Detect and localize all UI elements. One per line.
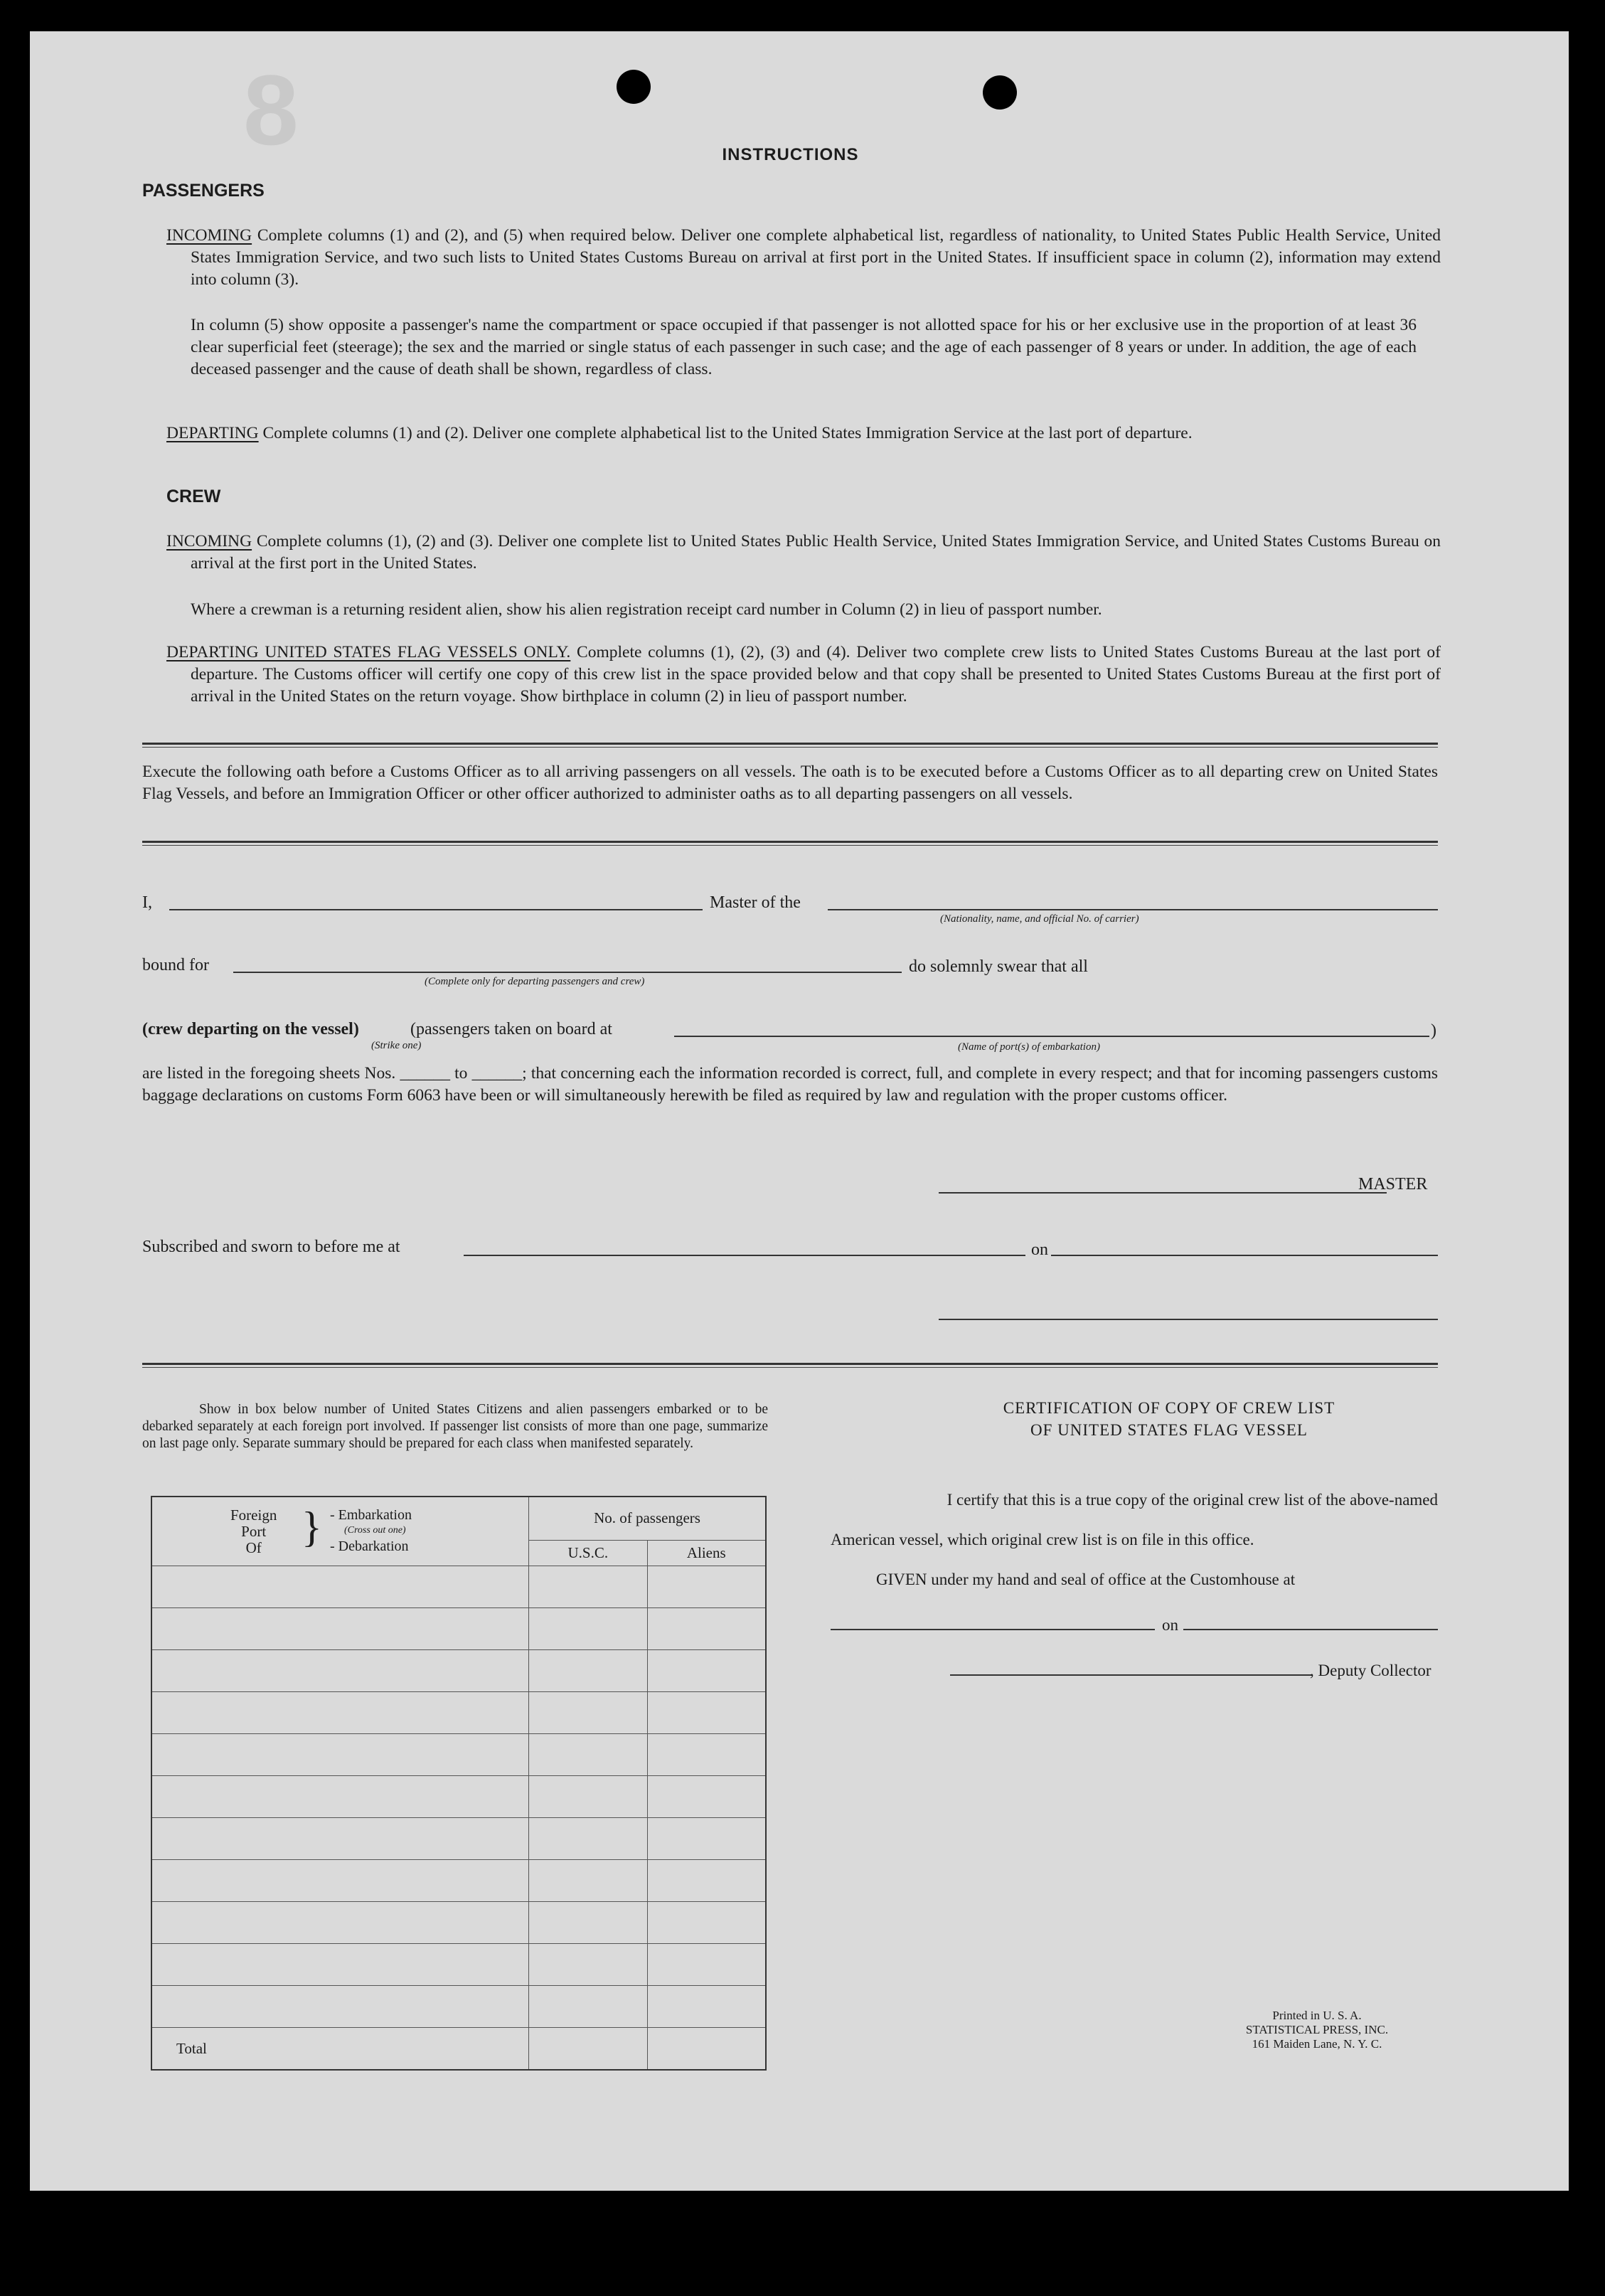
- aliens-cell[interactable]: [647, 1986, 766, 2028]
- passengers-column5-paragraph: In column (5) show opposite a passenger's name the compartment or space occupied if that passenger is not allotted space for his or her exclusive use in the proportion of at least 36 clear superficial feet (steerage); the sex and the married or single status of each passenger in such case; and the age of each passenger of 8 years or under. In addition, the age of each deceased passenger and the cause of death shall be shown, regardless of class.: [191, 316, 1417, 378]
- punch-hole-left: [617, 70, 651, 104]
- officer-signature-field[interactable]: [939, 1319, 1438, 1320]
- double-rule-1: [142, 743, 1438, 748]
- certification-title-line1: CERTIFICATION OF COPY OF CREW LIST: [1003, 1399, 1335, 1417]
- total-row: [151, 2028, 766, 2071]
- passengers-departing-text: Complete columns (1) and (2). Deliver one complete alphabetical list to the United States Immigration Service at the last port of departure.: [262, 424, 1193, 442]
- bound-for-hint: (Complete only for departing passengers and crew): [425, 976, 645, 987]
- table-row: [151, 1902, 766, 1944]
- passenger-summary-table: [151, 1496, 767, 2071]
- crew-departing-label: DEPARTING UNITED STATES FLAG VESSELS ONLY.: [166, 643, 571, 661]
- crew-incoming-paragraph: [166, 531, 1441, 575]
- passengers-incoming-label: INCOMING: [166, 226, 252, 245]
- printer-imprint: [1210, 2009, 1424, 2051]
- port-cell[interactable]: [151, 1566, 529, 1608]
- aliens-cell[interactable]: [647, 1860, 766, 1902]
- header-port: Port: [241, 1523, 267, 1540]
- carrier-hint: (Nationality, name, and official No. of carrier): [940, 913, 1139, 925]
- port-cell[interactable]: [151, 1734, 529, 1776]
- aliens-cell[interactable]: [647, 1566, 766, 1608]
- no-of-passengers-header: No. of passengers: [529, 1497, 766, 1540]
- certify-line2: American vessel, which original crew list is on file in this office.: [831, 1531, 1254, 1548]
- crew-incoming-label: INCOMING: [166, 532, 252, 551]
- table-row: [151, 1608, 766, 1650]
- total-aliens-cell[interactable]: [647, 2028, 766, 2071]
- summary-instructions: Show in box below number of United States Citizens and alien passengers embarked or to be debarked separately at each foreign port involved. If passenger list consists of more than one page, summarize on last page only. Separate summary should be prepared for each class when manifested separately.: [142, 1402, 768, 1451]
- subscribed-date-field[interactable]: [1051, 1255, 1438, 1256]
- passengers-taken-option: (passengers taken on board at: [410, 1020, 612, 1038]
- aliens-cell[interactable]: [647, 1902, 766, 1944]
- given-line: GIVEN under my hand and seal of office at the Customhouse at: [876, 1570, 1296, 1588]
- double-rule-3: [142, 1363, 1438, 1368]
- certification-on-label: on: [1162, 1616, 1178, 1634]
- faded-page-number-mark: 8: [243, 54, 299, 166]
- embarkation-port-field[interactable]: [674, 1036, 1429, 1037]
- usc-cell[interactable]: [529, 1944, 647, 1986]
- printer-line2: STATISTICAL PRESS, INC.: [1245, 2023, 1389, 2036]
- master-label: MASTER: [1358, 1175, 1428, 1194]
- subscribed-on-label: on: [1031, 1240, 1048, 1259]
- table-row: [151, 1944, 766, 1986]
- port-cell[interactable]: [151, 1986, 529, 2028]
- table-row: [151, 1566, 766, 1608]
- usc-cell[interactable]: [529, 1692, 647, 1734]
- aliens-cell[interactable]: [647, 1818, 766, 1860]
- subscribed-place-field[interactable]: [464, 1255, 1025, 1256]
- port-cell[interactable]: [151, 1902, 529, 1944]
- total-usc-cell[interactable]: [529, 2028, 647, 2071]
- aliens-cell[interactable]: [647, 1650, 766, 1692]
- foreign-port-of-label: [230, 1507, 277, 1556]
- usc-header: U.S.C.: [529, 1540, 647, 1566]
- usc-cell[interactable]: [529, 1818, 647, 1860]
- crew-departing-paragraph: [166, 642, 1441, 708]
- carrier-field[interactable]: [828, 909, 1438, 910]
- passengers-incoming-text: Complete columns (1) and (2), and (5) when required below. Deliver one complete alphabetical list, regardless of nationality, to United States Public Health Service, United States Immigration Service, and two such lists to United States Customs Bureau on arrival at first port in the United States. If insufficient space in column (2), information may extend into column (3).: [191, 226, 1441, 289]
- crew-returning-paragraph: Where a crewman is a returning resident alien, show his alien registration receipt card number in Column (2) in lieu of passport number.: [191, 600, 1102, 619]
- crew-heading: CREW: [166, 487, 221, 506]
- aliens-header: Aliens: [647, 1540, 766, 1566]
- header-debarkation[interactable]: - Debarkation: [330, 1538, 409, 1554]
- oath-listed-paragraph: are listed in the foregoing sheets Nos. ______ to ______; that concerning each the information recorded is correct, full, and complete in every respect; and that for incoming passengers customs baggage declarations on customs Form 6063 have been or will simultaneously herewith be filed as required by law and regulation with the proper customs officer.: [142, 1064, 1438, 1105]
- certification-title: [863, 1397, 1475, 1441]
- usc-cell[interactable]: [529, 1860, 647, 1902]
- crew-departing-bold: (crew departing on the vessel): [142, 1020, 359, 1038]
- brace-icon: }: [302, 1504, 322, 1551]
- strike-one-hint: (Strike one): [371, 1040, 422, 1051]
- crew-departing-text: Complete columns (1), (2), (3) and (4). Deliver two complete crew lists to United States Customs Bureau at the last port of departure. The Customs officer will certify one copy of this crew list in the space provided below and that copy shall be presented to United States Customs Bureau at the first port of arrival in the United States on the return voyage. Show birthplace in column (2) in lieu of passport number.: [191, 643, 1441, 706]
- close-paren: ): [1431, 1021, 1436, 1040]
- usc-cell[interactable]: [529, 1566, 647, 1608]
- oath-intro-paragraph: Execute the following oath before a Customs Officer as to all arriving passengers on all vessels. The oath is to be executed before a Customs Officer as to all departing crew on United States Flag Vessels, and before an Immigration Officer or other officer authorized to administer oaths as to all departing passengers on all vessels.: [142, 762, 1438, 803]
- total-label: Total: [151, 2028, 529, 2071]
- crew-incoming-text: Complete columns (1), (2) and (3). Deliver one complete list to United States Public Health Service, United States Immigration Service, and United States Customs Bureau on arrival at the first port in the United States.: [191, 532, 1441, 573]
- foreign-port-header: [151, 1497, 529, 1566]
- aliens-cell[interactable]: [647, 1776, 766, 1818]
- table-row: [151, 1860, 766, 1902]
- aliens-cell[interactable]: [647, 1608, 766, 1650]
- instructions-title: INSTRUCTIONS: [722, 145, 859, 164]
- summary-body: [151, 1566, 766, 2028]
- usc-cell[interactable]: [529, 1986, 647, 2028]
- certification-date-field[interactable]: [1183, 1629, 1438, 1630]
- port-cell[interactable]: [151, 1860, 529, 1902]
- header-foreign: Foreign: [230, 1506, 277, 1524]
- printer-line1: Printed in U. S. A.: [1272, 2009, 1362, 2022]
- port-cell[interactable]: [151, 1692, 529, 1734]
- certification-title-line2: OF UNITED STATES FLAG VESSEL: [1030, 1421, 1308, 1439]
- crew-departing-option: [142, 1020, 359, 1039]
- header-embarkation[interactable]: - Embarkation: [330, 1507, 412, 1523]
- oath-i-label: I,: [142, 893, 152, 912]
- subscribed-label: Subscribed and sworn to before me at: [142, 1238, 400, 1256]
- bound-for-field[interactable]: [233, 972, 902, 973]
- aliens-cell[interactable]: [647, 1692, 766, 1734]
- table-row: [151, 1986, 766, 2028]
- port-hint: (Name of port(s) of embarkation): [958, 1041, 1100, 1053]
- usc-cell[interactable]: [529, 1608, 647, 1650]
- printer-line3: 161 Maiden Lane, N. Y. C.: [1252, 2037, 1382, 2051]
- table-row: [151, 1734, 766, 1776]
- table-row: [151, 1818, 766, 1860]
- deputy-collector-label: , Deputy Collector: [1310, 1662, 1431, 1679]
- master-signature-field[interactable]: [939, 1192, 1387, 1194]
- header-cross-out: (Cross out one): [344, 1525, 406, 1536]
- port-cell[interactable]: [151, 1776, 529, 1818]
- usc-cell[interactable]: [529, 1902, 647, 1944]
- port-cell[interactable]: [151, 1818, 529, 1860]
- table-row: [151, 1692, 766, 1734]
- swear-label: do solemnly swear that all: [909, 957, 1088, 976]
- embarkation-debarkation-label: [330, 1507, 412, 1554]
- table-header-row-1: [151, 1497, 766, 1540]
- port-cell[interactable]: [151, 1944, 529, 1986]
- bound-for-label: bound for: [142, 956, 209, 974]
- port-cell[interactable]: [151, 1650, 529, 1692]
- passengers-incoming-paragraph: [166, 225, 1441, 291]
- master-name-field[interactable]: [169, 909, 703, 910]
- double-rule-2: [142, 841, 1438, 846]
- passengers-heading: PASSENGERS: [142, 181, 265, 201]
- master-of-the-label: Master of the: [710, 893, 801, 912]
- passengers-departing-paragraph: [166, 422, 1441, 445]
- table-row: [151, 1650, 766, 1692]
- certify-line1: I certify that this is a true copy of the original crew list of the above-named: [947, 1491, 1438, 1509]
- deputy-collector-signature-field[interactable]: [950, 1674, 1313, 1676]
- punch-hole-right: [983, 75, 1017, 110]
- table-row: [151, 1776, 766, 1818]
- form-sheet: [30, 31, 1569, 2191]
- usc-cell[interactable]: [529, 1734, 647, 1776]
- usc-cell[interactable]: [529, 1776, 647, 1818]
- customhouse-field[interactable]: [831, 1629, 1155, 1630]
- header-of: Of: [245, 1539, 262, 1556]
- passengers-departing-label: DEPARTING: [166, 424, 259, 442]
- aliens-cell[interactable]: [647, 1944, 766, 1986]
- aliens-cell[interactable]: [647, 1734, 766, 1776]
- usc-cell[interactable]: [529, 1650, 647, 1692]
- port-cell[interactable]: [151, 1608, 529, 1650]
